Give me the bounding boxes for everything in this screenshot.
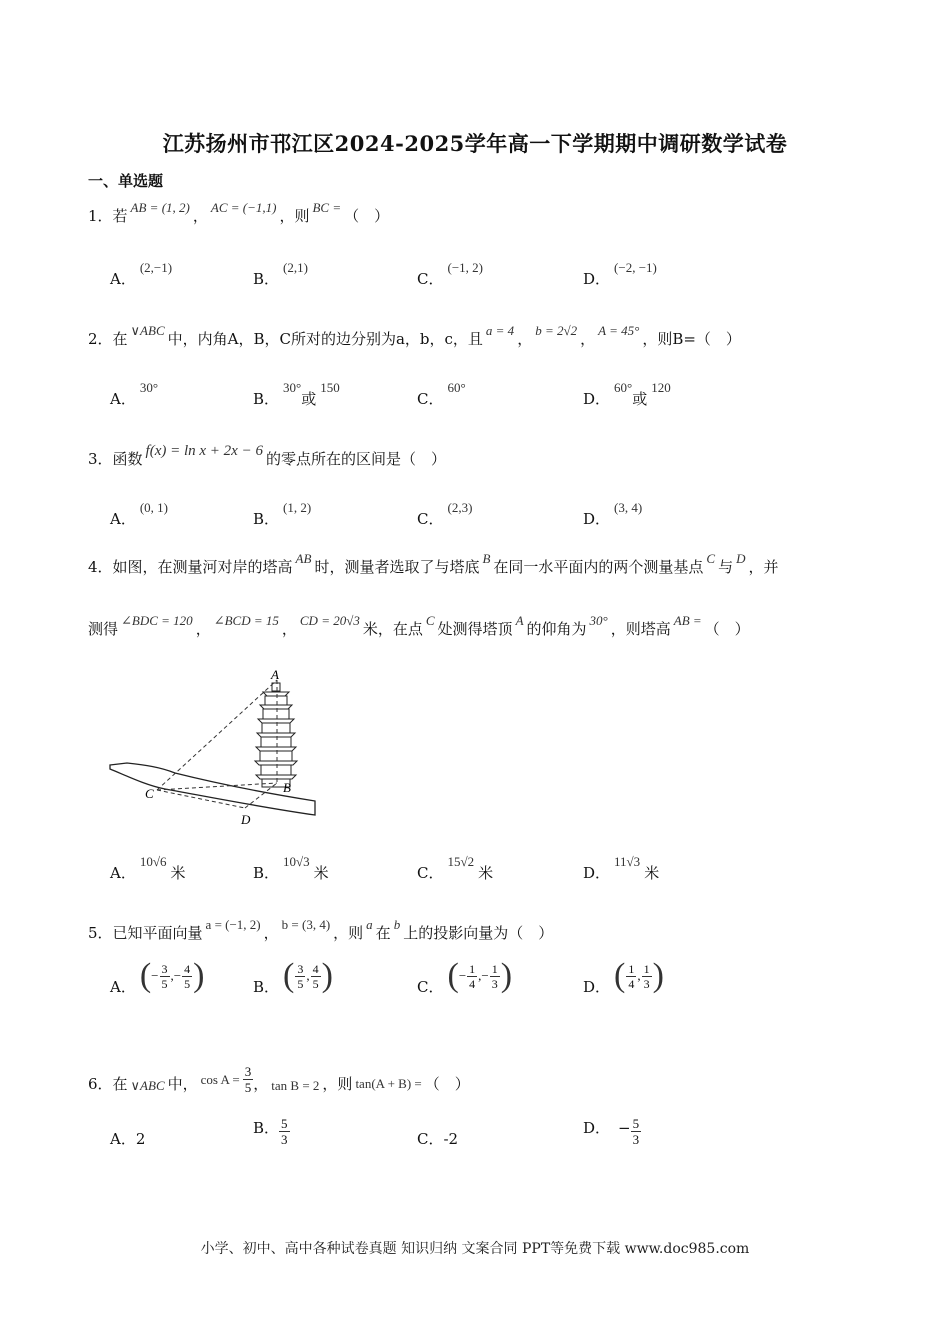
option-label: A． (110, 510, 136, 528)
numerator: 3 (161, 961, 168, 976)
label-a: A (271, 667, 279, 682)
q5-text: ，则 (333, 924, 364, 942)
option-unit: 米 (170, 864, 186, 882)
option-label: B． (253, 510, 280, 528)
option-label: B． (253, 270, 280, 288)
q4-sep: ， (281, 620, 297, 638)
numerator: 1 (491, 961, 498, 976)
q4-ab: AB (295, 551, 312, 566)
q6-text: ，则 (322, 1075, 353, 1093)
q4-text: 在同一水平面内的两个测量基点 (493, 558, 704, 576)
option-value: 30° (139, 380, 159, 395)
q6-option-d[interactable] (583, 1112, 641, 1147)
option-label: D． (583, 390, 611, 408)
denominator: 3 (643, 976, 650, 991)
q2-angle-a: A = 45° (598, 323, 640, 338)
option-label: C． (417, 270, 444, 288)
q6-expression: tan(A + B) = (355, 1075, 422, 1091)
numerator: 3 (297, 961, 304, 976)
q1-vector-bc: BC = (312, 200, 342, 215)
option-label: D． (583, 270, 611, 288)
option-value: -2 (443, 1130, 459, 1148)
option-label: D． (583, 510, 611, 528)
q4-text: ，并 (748, 558, 779, 576)
option-value: 15√2 (447, 854, 475, 869)
q4-text: 测得 (88, 620, 119, 638)
denominator: 5 (297, 976, 304, 991)
q5-option-a[interactable] (110, 957, 205, 999)
option-label: D． (583, 978, 611, 996)
option-label: C． (417, 390, 444, 408)
denominator: 5 (161, 976, 168, 991)
denominator: 5 (244, 1080, 252, 1095)
option-value: (−2, −1) (614, 260, 657, 275)
question-4-line-1 (88, 551, 779, 577)
q1-number: 1．若 (88, 207, 128, 225)
numerator: 3 (244, 1064, 252, 1079)
option-label: C． (417, 864, 444, 882)
q4-c: C (425, 613, 435, 628)
numerator: 5 (632, 1116, 640, 1131)
q2-a: a = 4 (485, 323, 515, 338)
option-label: C． (417, 1130, 444, 1148)
numerator: 1 (628, 961, 635, 976)
q2-option-b[interactable] (253, 380, 340, 409)
denominator: 4 (469, 976, 476, 991)
q5-sep: ， (263, 924, 279, 942)
question-3 (88, 443, 446, 469)
denominator: 5 (312, 976, 319, 991)
q5-a: a (366, 917, 373, 932)
label-d: D (241, 812, 251, 827)
numerator: 1 (469, 961, 476, 976)
option-value: 11√3 (614, 854, 641, 869)
sign: − (173, 968, 182, 983)
q4-b: B (482, 551, 491, 566)
option-unit: 米 (313, 864, 329, 882)
q2-b: b = 2√2 (535, 323, 578, 338)
q1-vector-ac: AC = (−1,1) (210, 200, 277, 215)
option-label: A． (110, 864, 136, 882)
option-value: (1, 2) (283, 500, 312, 515)
page-title: 江苏扬州市邗江区2024-2025学年高一下学期期中调研数学试卷 (162, 131, 788, 156)
option-value: 60° (614, 380, 633, 395)
option-value: (3, 4) (614, 500, 643, 515)
option-vector: ( $\frac{3}{5}$ , $\frac{4}{5}$ ) (283, 957, 333, 994)
numerator: 1 (643, 961, 650, 976)
q5-option-d[interactable] (583, 957, 664, 999)
q4-option-a[interactable] (110, 854, 186, 883)
q4-text: 米，在点 (362, 620, 423, 638)
numerator: 5 (281, 1116, 288, 1131)
question-6 (88, 1064, 470, 1099)
question-2 (88, 323, 741, 349)
section-heading: 一、单选题 (88, 172, 164, 190)
q5-text: 上的投影向量为（ ） (403, 924, 554, 942)
q1-option-a[interactable] (110, 260, 173, 289)
tower-figure (105, 665, 320, 835)
option-label: A． (110, 270, 136, 288)
q3-function: f(x) = ln x + 2x − 6 (145, 443, 263, 459)
q4-text: ，则塔高 (610, 620, 671, 638)
option-fraction (631, 1116, 642, 1147)
option-vector: ( $\frac{1}{4}$ , $\frac{1}{3}$ ) (614, 957, 664, 994)
q5-text: 在 (375, 924, 391, 942)
q4-option-c[interactable] (417, 854, 494, 883)
q4-answer-paren: （ ） (704, 620, 750, 638)
q6-tan: tan B = 2 (271, 1077, 320, 1093)
option-value-2: 150 (320, 380, 340, 395)
sign: − (618, 1118, 631, 1137)
q4-text: 处测得塔顶 (437, 620, 513, 638)
q2-option-c[interactable] (417, 380, 466, 409)
sign: − (151, 968, 159, 983)
label-c: C (145, 786, 154, 801)
q6-triangle: ∨ABC (130, 1077, 165, 1093)
q4-text: 时，测量者选取了与塔底 (314, 558, 480, 576)
q5-option-b[interactable] (253, 957, 333, 999)
denominator: 3 (281, 1132, 288, 1147)
q5-b: b (393, 917, 401, 932)
option-or: 或 (632, 390, 648, 408)
q2-option-d[interactable] (583, 380, 671, 409)
q5-number: 5．已知平面向量 (88, 924, 203, 942)
option-value: 2 (135, 1130, 146, 1148)
q6-option-a[interactable] (110, 1128, 145, 1149)
option-value: (−1, 2) (447, 260, 483, 275)
q3-number: 3．函数 (88, 450, 143, 468)
q4-a: A (515, 613, 524, 628)
q2-tail: ，则B=（ ） (642, 330, 741, 348)
q4-text: 的仰角为 (526, 620, 587, 638)
denominator: 4 (628, 976, 635, 991)
option-value: (2,1) (283, 260, 308, 275)
option-unit: 米 (478, 864, 494, 882)
option-value: 60° (447, 380, 466, 395)
sign: − (458, 968, 467, 983)
q3-option-b[interactable] (253, 500, 312, 529)
q4-text: 与 (718, 558, 734, 576)
q1-option-c[interactable] (417, 260, 483, 289)
question-4-line-2 (88, 613, 750, 639)
option-vector: ( − $\frac{1}{4}$ , − $\frac{1}{3}$ ) (447, 957, 513, 994)
question-5 (88, 917, 554, 943)
denominator: 3 (491, 976, 498, 991)
q6-cos-fraction (243, 1064, 254, 1095)
option-value: 30° (283, 380, 302, 395)
option-label: C． (417, 510, 444, 528)
q4-option-d[interactable] (583, 854, 660, 883)
q1-option-d[interactable] (583, 260, 657, 289)
q4-c: C (706, 551, 716, 566)
option-value: (2,−1) (139, 260, 173, 275)
q1-vector-ab: AB = (1, 2) (130, 200, 190, 215)
q6-option-b[interactable] (253, 1112, 290, 1147)
q4-elevation: 30° (589, 613, 608, 628)
option-label: A． (110, 1130, 136, 1148)
option-label: D． (583, 1119, 611, 1137)
q6-text: 中， (167, 1075, 198, 1093)
option-label: B． (253, 864, 280, 882)
option-value-2: 120 (651, 380, 671, 395)
q6-option-c[interactable] (417, 1128, 458, 1149)
denominator: 5 (184, 976, 191, 991)
q3-option-a[interactable] (110, 500, 169, 529)
q4-ab: AB = (673, 613, 702, 628)
option-value: 10√6 (139, 854, 167, 869)
option-label: B． (253, 978, 280, 996)
option-value: 10√3 (283, 854, 310, 869)
option-label: A． (110, 978, 136, 996)
option-label: C． (417, 978, 444, 996)
q2-number: 2．在 (88, 330, 128, 348)
q3-tail: 的零点所在的区间是（ ） (265, 450, 446, 468)
q4-cd: CD = 20√3 (299, 613, 360, 628)
option-value: (0, 1) (139, 500, 169, 515)
option-or: 或 (301, 390, 317, 408)
q5-vector-b: b = (3, 4) (281, 917, 331, 932)
label-b: B (283, 780, 291, 795)
option-vector: ( − $\frac{3}{5}$ , − $\frac{4}{5}$ ) (139, 957, 205, 994)
q6-cos: cos A = (200, 1071, 240, 1087)
q4-angle-bcd: ∠BCD = 15 (213, 613, 279, 628)
footer-banner: 小学、初中、高中各种试卷真题 知识归纳 文案合同 PPT等免费下载 www.doc985.com (200, 1241, 750, 1257)
numerator: 4 (312, 961, 319, 976)
question-1 (88, 200, 390, 226)
q6-answer-paren: （ ） (424, 1075, 470, 1093)
q1-sep: ， (192, 207, 208, 225)
q2-triangle: ∨ABC (130, 323, 165, 338)
q4-d: D (736, 551, 746, 566)
q4-angle-bdc: ∠BDC = 120 (121, 613, 193, 628)
q4-option-b[interactable] (253, 854, 329, 883)
option-value: (2,3) (447, 500, 473, 515)
q2-text: 中，内角A，B，C所对的边分别为a，b，c，且 (167, 330, 483, 348)
q6-sep: ， (253, 1075, 269, 1093)
q2-option-a[interactable] (110, 380, 159, 409)
option-fraction (279, 1116, 290, 1147)
q6-number: 6．在 (88, 1075, 128, 1093)
option-label: A． (110, 390, 136, 408)
sign: − (481, 968, 489, 983)
q5-vector-a: a = (−1, 2) (205, 917, 261, 932)
q3-option-c[interactable] (417, 500, 473, 529)
q4-sep: ， (195, 620, 211, 638)
q5-option-c[interactable] (417, 957, 513, 999)
q1-answer-paren: （ ） (344, 207, 390, 225)
q1-sep: ，则 (279, 207, 310, 225)
q4-text: 4．如图，在测量河对岸的塔高 (88, 558, 293, 576)
q1-option-b[interactable] (253, 260, 308, 289)
q3-option-d[interactable] (583, 500, 643, 529)
q2-sep: ， (517, 330, 533, 348)
denominator: 3 (632, 1132, 640, 1147)
tower-icon (255, 683, 297, 787)
q2-sep: ， (580, 330, 596, 348)
numerator: 4 (184, 961, 191, 976)
option-label: D． (583, 864, 611, 882)
option-label: B． (253, 1119, 280, 1137)
option-unit: 米 (644, 864, 660, 882)
option-label: B． (253, 390, 280, 408)
